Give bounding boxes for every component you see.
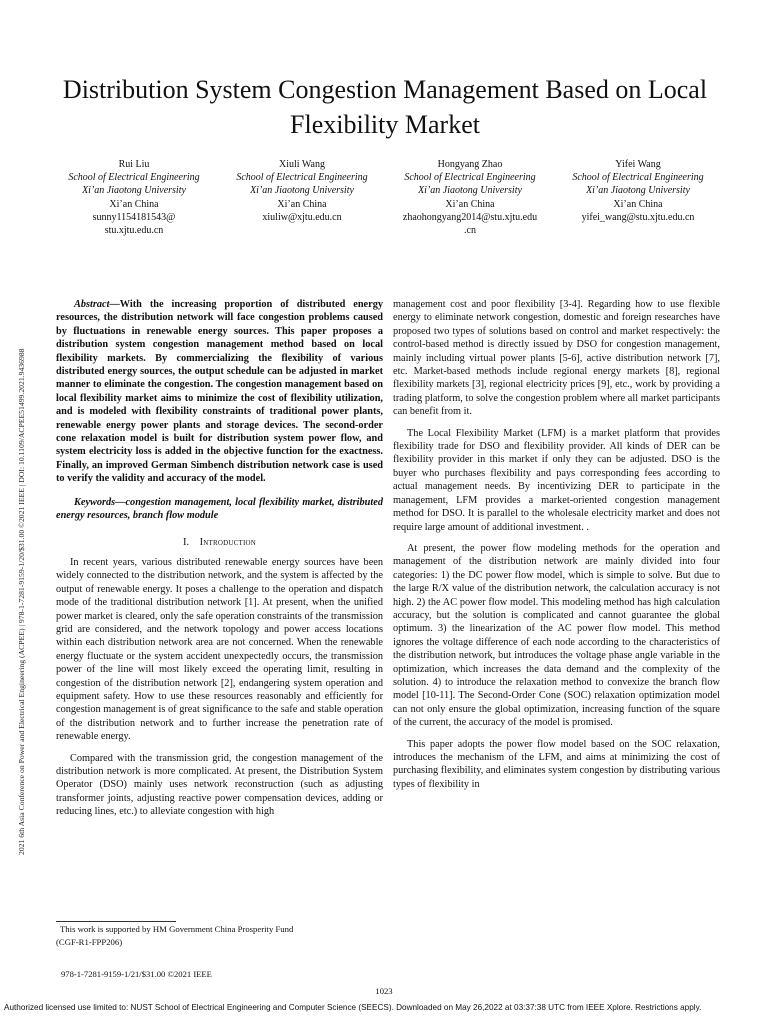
abstract-lead: Abstract: [74, 299, 110, 310]
author-email: sunny1154181543@: [92, 211, 176, 223]
paragraph: Compared with the transmission grid, the congestion management of the distribution network is more complicated. At present, the Distribution System Operator (DSO) mainly uses network reconstruction (such as adjusting transformer joints, adjusting reactive power compensation devices, adding or reducing lines, etc.) to alleviate congestion with high: [56, 752, 383, 818]
page-number: 1023: [375, 986, 393, 996]
footnote: [56, 923, 383, 948]
author-location: Xi’an China: [613, 198, 663, 210]
author-1: [50, 158, 218, 237]
author-affiliation: School of Electrical Engineering: [68, 172, 200, 184]
abstract-text: —With the increasing proportion of distributed energy resources, the distribution network will face congestion problems caused by fluctuations in renewable energy sources. This paper proposes a distribution system congestion management method based on local flexibility markets. By commercializing the flexibility of various distributed energy sources, the output schedule can be adjusted in market manner to eliminate the congestion. The congestion management based on local flexibility market aims to minimize the cost of flexibility utilization, and is modeled with flexibility constraints of traditional power plants, renewable energy power plants and storage devices. The second-order cone relaxation model is built for distribution system power flow, and system electricity loss is added in the objective function for the exactness. Finally, an improved German Simbench distribution network case is used to verify the validity and accuracy of the model.: [56, 299, 383, 485]
author-email: xiuliw@xjtu.edu.cn: [262, 211, 342, 223]
section-title: Introduction: [199, 536, 257, 548]
paragraph: management cost and poor flexibility [3-4]. Regarding how to use flexible energy to eliminate network congestion, domestic and foreign researches have proposed two types of solutions based on control and market respectively: the control-based method is directly issued by DSO for congestion management, mainly including virtual power plants [5-6], active distribution network [7], etc. Market-based methods include regional energy markets [8], regional flexibility markets [3], regional electricity prices [9], etc., work by providing a trading platform, to solve the congestion problem where all market participants can benefit from it.: [393, 299, 720, 418]
author-university: Xi’an Jiaotong University: [586, 185, 690, 197]
author-email: yifei_wang@stu.xjtu.edu.cn: [581, 211, 695, 223]
author-email: zhaohongyang2014@stu.xjtu.edu: [402, 211, 538, 223]
author-name: Xiuli Wang: [279, 159, 325, 170]
author-location: Xi’an China: [445, 198, 495, 210]
author-affiliation: School of Electrical Engineering: [572, 172, 704, 184]
section-number: I.: [182, 536, 190, 548]
author-3: [386, 158, 554, 237]
author-name: Hongyang Zhao: [437, 159, 503, 170]
author-email-cont: stu.xjtu.edu.cn: [104, 225, 164, 237]
right-column: [393, 298, 720, 799]
footnote-line: (CGF-R1-FPP206): [56, 936, 123, 947]
side-stamp-text: 2021 6th Asia Conference on Power and Electrical Engineering (ACPEE) | 978-1-7281-9159-1/20/$31.00 ©2021 IEEE | DOI: 10.1109/ACPEE51499.2021.9436988: [17, 348, 26, 855]
author-email-cont: .cn: [464, 225, 476, 237]
footnote-divider: [56, 921, 176, 922]
author-university: Xi’an Jiaotong University: [418, 185, 522, 197]
conference-side-stamp: [16, 170, 28, 855]
paragraph: The Local Flexibility Market (LFM) is a market platform that provides flexibility trade for DSO and flexibility provider. All kinds of DER can be flexibility provider in this market if only they can be adjusted. DSO is the buyer who purchases flexibility and pays corresponding fees according to actual management needs. By incentivizing DER to participate in the management, LFM provides a market-oriented congestion management method for DSO. It is parallel to the wholesale electricity market and does not require large amount of additional investment. .: [393, 427, 720, 533]
keywords: Keywords—congestion management, local flexibility market, distributed energy resources, branch flow module: [56, 496, 383, 522]
section-heading: [56, 536, 383, 549]
license-notice: Authorized licensed use limited to: NUST School of Electrical Engineering and Computer Science (SEECS). Downloaded on May 26,2022 at 03:37:38 UTC from IEEE Xplore. Restrictions apply.: [4, 1003, 702, 1012]
author-4: [554, 158, 722, 224]
paragraph: In recent years, various distributed renewable energy sources have been widely connected to the distribution network, and the system is affected by the output of renewable energy. It poses a challenge to the operation and dispatch mode of the traditional distribution network [1]. At present, when the unified power market is cleared, only the safe operation constraints of the transmission grid are considered, and the network topology and power access locations within each distribution network area are not concerned. When the renewable energy fluctuate or the system accident unexpectedly occurs, the transmission power of the line will most likely exceed the operating limit, resulting in congestion of the distribution network [2], endangering system operation and equipment safety. How to use these resources reasonably and efficiently for congestion management is of great significance to the safe and stable operation of the distribution network and to further increase the penetration rate of renewable energy.: [56, 556, 383, 743]
author-2: [218, 158, 386, 224]
abstract: [56, 298, 383, 486]
paragraph: This paper adopts the power flow model based on the SOC relaxation, introduces the mechanism of the LFM, and aims at minimizing the cost of purchasing flexibility, and eliminates system congestion by distributing various types of flexibility in: [393, 738, 720, 790]
author-location: Xi’an China: [109, 198, 159, 210]
footnote-line: This work is supported by HM Government China Prosperity Fund: [60, 924, 294, 934]
author-location: Xi’an China: [277, 198, 327, 210]
left-column: [56, 298, 383, 827]
author-block: [50, 158, 722, 238]
author-university: Xi’an Jiaotong University: [250, 185, 354, 197]
author-affiliation: School of Electrical Engineering: [404, 172, 536, 184]
author-university: Xi’an Jiaotong University: [82, 185, 186, 197]
author-affiliation: School of Electrical Engineering: [236, 172, 368, 184]
copyright-line: 978-1-7281-9159-1/21/$31.00 ©2021 IEEE: [61, 969, 212, 979]
paper-title: Distribution System Congestion Management Based on Local Flexibility Market: [62, 75, 708, 139]
paragraph: At present, the power flow modeling methods for the operation and management of the distribution network are mainly divided into four categories: 1) the DC power flow model, which is simple to solve. But due to the large R/X value of the distribution network, the calculation accuracy is not high. 2) the AC power flow model. This modeling method has high calculation accuracy, but the solution is complicated and cannot guarantee the global optimum. 3) the linearization of the AC power flow model. This method ignores the voltage difference of each node according to the characteristics of the distribution network, but introduces the voltage phase angle variable in the optimization, which increases the data demand and the complexity of the solution. 4) to introduce the relaxation method to convexize the branch flow model [10-11]. The Second-Order Cone (SOC) relaxation optimization model can not only ensure the global optimization, increasing function of the square of the current, the accuracy of the model is promised.: [393, 542, 720, 729]
author-name: Yifei Wang: [615, 159, 661, 170]
author-name: Rui Liu: [118, 159, 150, 170]
